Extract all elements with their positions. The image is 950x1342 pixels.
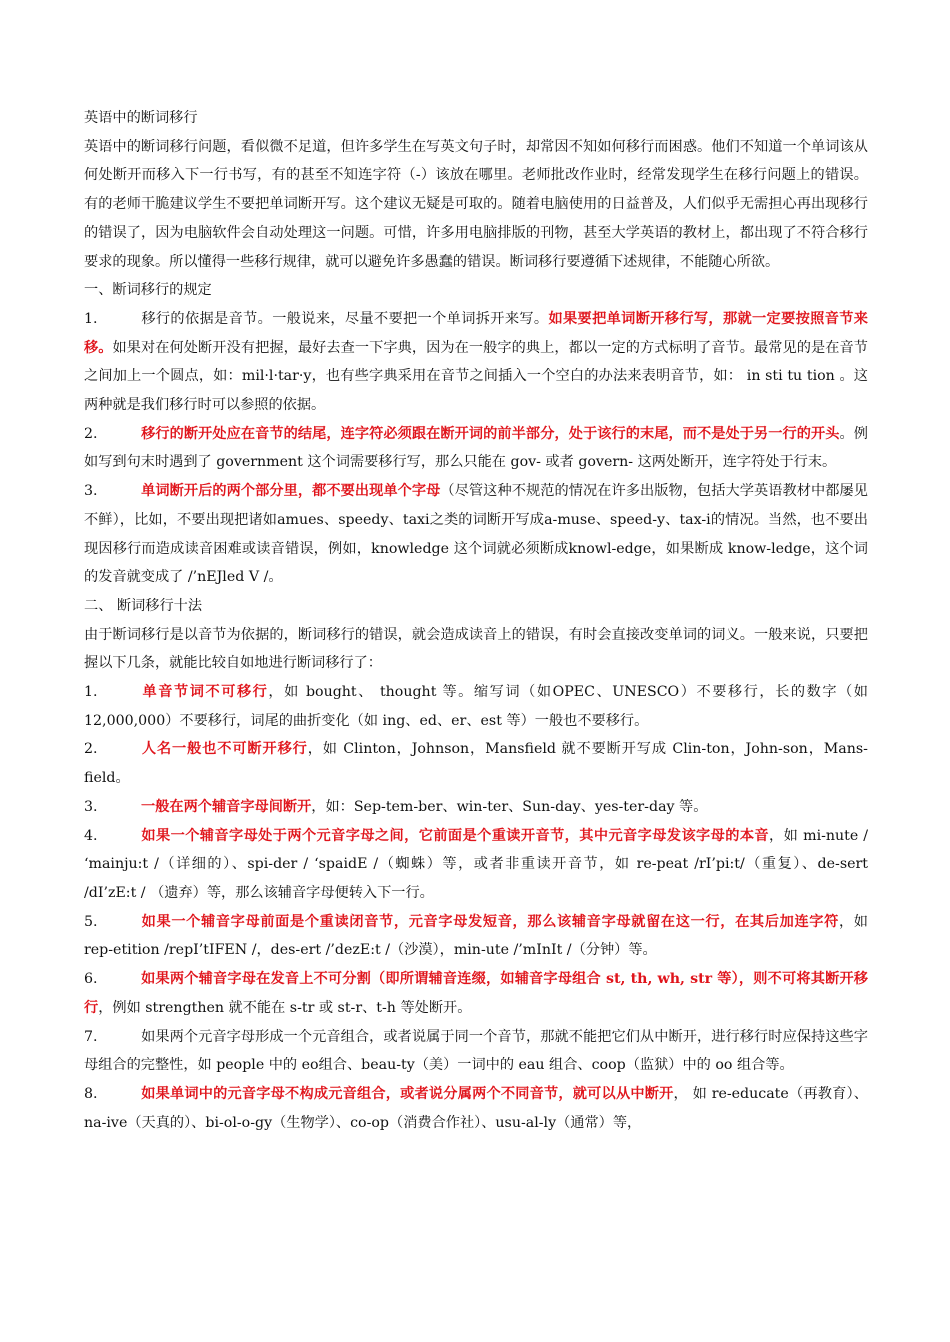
section2-rule-2 (84, 735, 868, 792)
section2-rule-6 (84, 965, 868, 1022)
rule-text: 移行的依据是音节。一般说来，尽量不要把一个单词拆开来写。 (141, 310, 549, 327)
intro-paragraph: 英语中的断词移行问题，看似微不足道，但许多学生在写英文句子时，却常因不知如何移行而困惑。他们不知道一个单词该从何处断开而移入下一行书写，有的甚至不知连字符（-）该放在哪里。老师批改作业时，经常发现学生在移行问题上的错误。有的老师干脆建议学生不要把单词断开写。这个建议无疑是可取的。随着电脑使用的日益普及，人们似乎无需担心再出现移行的错误了，因为电脑软件会自动处理这一问题。可惜，许多用电脑排版的刊物，甚至大学英语的教材上，都出现了不符合移行要求的现象。所以懂得一些移行规律，就可以避免许多愚蠢的错误。断词移行要遵循下述规律，不能随心所欲。 (84, 138, 868, 270)
rule-text: ，如 Clinton，Johnson，Mansfield 就不要断开写成 Clin-ton，John-son，Mans-field。 (84, 741, 868, 787)
rule-text: 如果两个元音字母形成一个元音组合，或者说属于同一个音节，那就不能把它们从中断开，进行移行时应保持这些字母组合的完整性，如 people 中的 eo组合、beau-ty（美）一词中的 eau 组合、coop（监狱）中的 oo 组合等。 (84, 1028, 868, 1074)
rule-highlight: 一般在两个辅音字母间断开 (141, 798, 312, 815)
rule-highlight: 人名一般也不可断开移行 (141, 741, 308, 758)
rule-number: 2. (84, 425, 98, 442)
rule-number: 4. (84, 827, 98, 844)
document-title: 英语中的断词移行 (84, 110, 198, 126)
rule-text: 如果对在何处断开没有把握，最好去查一下字典，因为在一般字的典上，都以一定的方式标明了音节。最常见的是在音节之间加上一个圆点，如：mil·l·tar·y，也有些字典采用在音节之间插入一个空白的办法来表明音节，如： in sti tu tion 。这两种就是我们移行时可以参照的依据。 (84, 339, 868, 414)
rule-text: ，如 mi-nute / ‘mainju:t /（详细的）、spi-der / ‘spaidE /（蜘蛛）等，或者非重读开音节，如 re-peat /rI’pi:t/（重复）、de-sert /dI’zE:t / （遗弃）等，那么该辅音字母便转入下一行。 (84, 827, 868, 901)
rule-number: 5. (84, 913, 98, 930)
rule-highlight: 单音节词不可移行 (141, 684, 269, 701)
section1-rule-2 (84, 420, 868, 477)
section1-rule-3 (84, 477, 868, 592)
rule-text: ，如：Sep-tem-ber、win-ter、Sun-day、yes-ter-day 等。 (311, 798, 708, 815)
section2-rule-4 (84, 822, 868, 908)
section2-rule-7 (84, 1023, 868, 1080)
rule-number: 8. (84, 1085, 98, 1102)
section1-heading: 一、断词移行的规定 (84, 282, 212, 299)
rule-highlight: 单词断开后的两个部分里，都不要出现单个字母 (141, 483, 441, 500)
rule-number: 7. (84, 1028, 98, 1045)
rule-highlight: 移行的断开处应在音节的结尾，连字符必须跟在断开词的前半部分，处于该行的末尾，而不是处于另一行的开头 (141, 425, 840, 442)
rule-text: ，如 rep-etition /repI’tIFEN /，des-ert /’dezE:t /（沙漠），min-ute /’mInIt /（分钟）等。 (84, 913, 868, 959)
section2-rule-5 (84, 908, 868, 965)
rule-text: ，如 bought、 thought 等。缩写词（如OPEC、UNESCO）不要移行，长的数字（如12,000,000）不要移行，词尾的曲折变化（如 ing、ed、er、est 等）一般也不要移行。 (84, 684, 868, 729)
rule-text: ，例如 strengthen 就不能在 s-tr 或 st-r、t-h 等处断开。 (98, 999, 472, 1016)
rule-highlight: 如果单词中的元音字母不构成元音组合，或者说分属两个不同音节，就可以从中断开 (141, 1085, 674, 1102)
rule-text: （尽管这种不规范的情况在许多出版物，包括大学英语教材中都屡见不鲜），比如，不要出现把诸如amues、speedy、taxi之类的词断开写成a-muse、speed-y、tax-i的情况。当然，也不要出现因移行而造成读音困难或读音错误，例如，knowledge 这个词就必须断成knowl-edge，如果断成 know-ledge，这个词的发音就变成了 /’nEJled V /。 (84, 483, 868, 586)
rule-number: 6. (84, 971, 98, 988)
rule-highlight: 如果一个辅音字母处于两个元音字母之间，它前面是个重读开音节，其中元音字母发该字母的本音 (141, 827, 770, 844)
rule-text: ， 如 re-educate（再教育）、na-ive（天真的）、bi-ol-o-gy（生物学）、co-op（消费合作社）、usu-al-ly（通常）等， (84, 1085, 868, 1131)
rule-number: 3. (84, 798, 98, 815)
section2-rule-1 (84, 678, 868, 735)
section2-heading: 二、 断词移行十法 (84, 597, 203, 614)
rule-number: 3. (84, 483, 98, 500)
section1-rule-1 (84, 305, 868, 420)
rule-highlight: 如果一个辅音字母前面是个重读闭音节，元音字母发短音，那么该辅音字母就留在这一行，在其后加连字符 (141, 913, 839, 930)
rule-number: 1. (84, 310, 98, 327)
section2-rule-8 (84, 1080, 868, 1137)
document-page (84, 104, 868, 1137)
rule-number: 2. (84, 741, 98, 758)
section2-rule-3 (84, 793, 868, 822)
rule-text: 。例如写到句末时遇到了 government 这个词需要移行写，那么只能在 gov- 或者 govern- 这两处断开，连字符处于行末。 (84, 425, 868, 471)
section2-intro: 由于断词移行是以音节为依据的，断词移行的错误，就会造成读音上的错误，有时会直接改变单词的词义。一般来说，只要把握以下几条，就能比较自如地进行断词移行了： (84, 626, 868, 672)
rule-number: 1. (84, 684, 98, 701)
rule-highlight: 如果要把单词断开移行写，那就一定要按照音节来移。 (84, 310, 868, 356)
rule-highlight: 如果两个辅音字母在发音上不可分割（即所谓辅音连缀，如辅音字母组合 st, th, wh, str 等），则不可将其断开移行 (84, 971, 868, 1016)
